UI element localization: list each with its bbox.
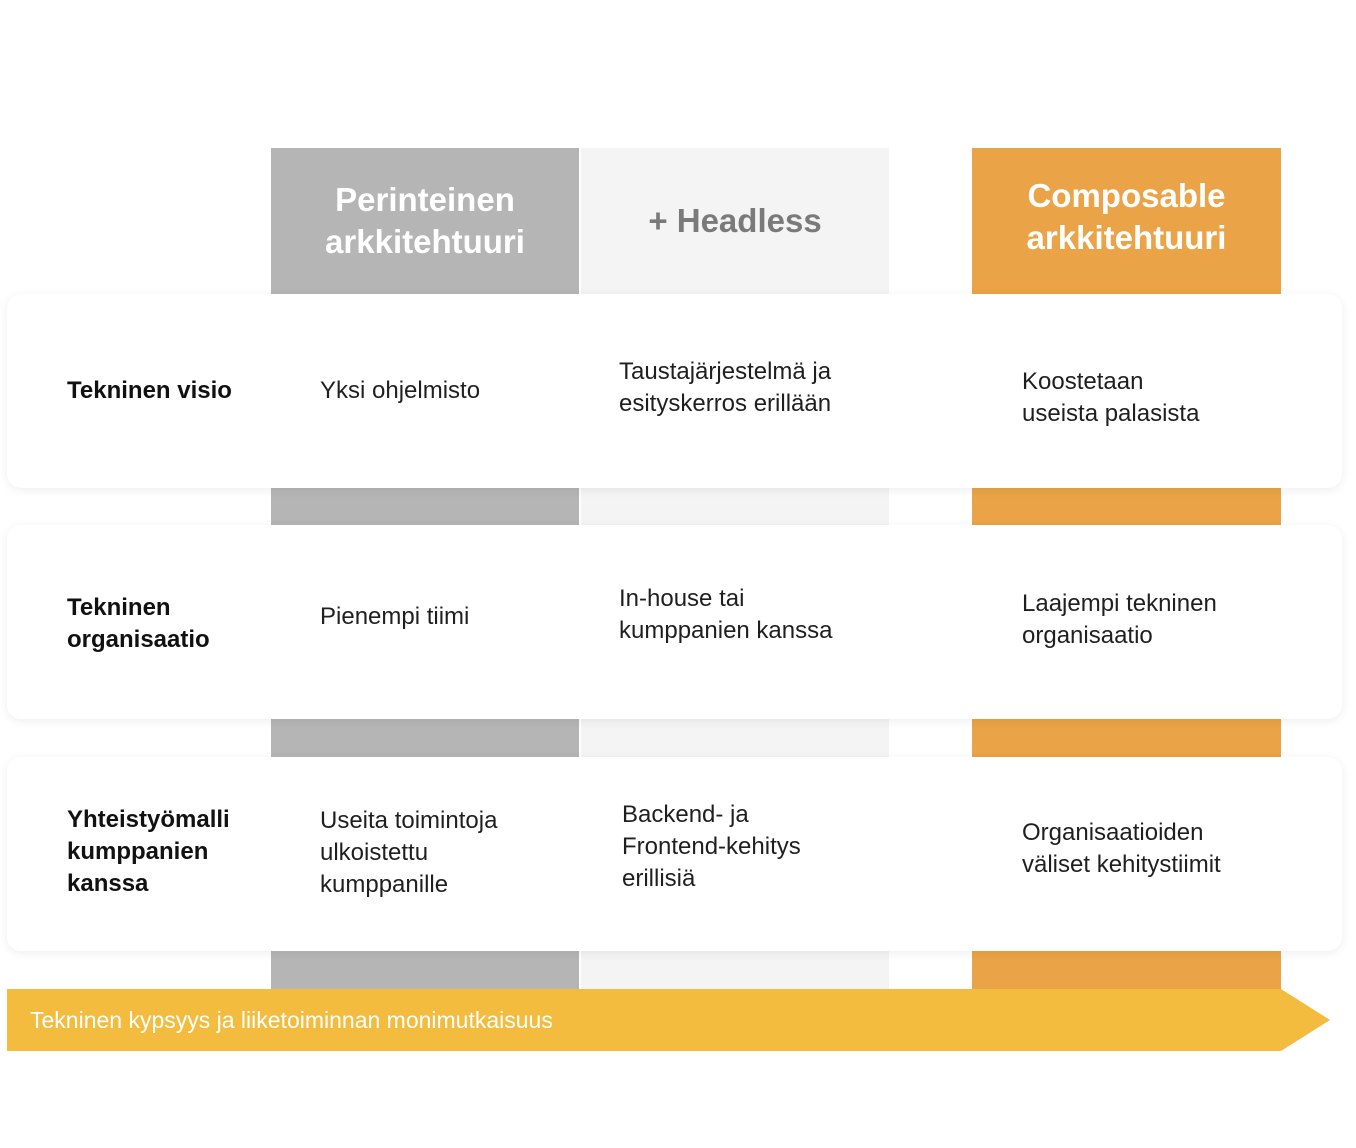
cell-traditional-text: Useita toimintoja ulkoistettu kumppanille xyxy=(320,807,498,898)
row-label xyxy=(67,294,267,488)
cell-composable xyxy=(1022,525,1302,719)
cell-traditional-text: Yksi ohjelmisto xyxy=(320,377,481,404)
row-label-text: Tekninen organisaatio xyxy=(67,594,210,653)
row-label xyxy=(67,525,267,719)
cell-composable xyxy=(1022,294,1302,488)
cell-composable-text: Laajempi tekninen organisaatio xyxy=(1022,590,1217,649)
row-label-text: Yhteistyömalli kumppanien kanssa xyxy=(67,806,230,897)
maturity-arrow-label: Tekninen kypsyys ja liiketoiminnan monimutkaisuus xyxy=(30,1006,553,1033)
column-header-headless xyxy=(581,148,889,294)
row-label-text: Tekninen visio xyxy=(67,377,232,404)
cell-headless xyxy=(619,525,889,719)
cell-traditional xyxy=(320,757,560,951)
row-label xyxy=(67,757,267,951)
comparison-row-partnership xyxy=(7,757,1342,951)
comparison-row-vision xyxy=(7,294,1342,488)
column-header-headless-text: + Headless xyxy=(648,202,822,239)
column-header-traditional xyxy=(271,148,579,294)
cell-headless-text: In-house tai kumppanien kanssa xyxy=(619,585,833,644)
cell-headless xyxy=(622,757,892,951)
cell-headless-text: Taustajärjestelmä ja esityskerros erillään xyxy=(619,358,832,417)
column-header-traditional-text: Perinteinen arkkitehtuuri xyxy=(325,181,525,260)
cell-composable-text: Organisaatioiden väliset kehitystiimit xyxy=(1022,819,1221,878)
cell-traditional xyxy=(320,525,560,719)
cell-traditional-text: Pienempi tiimi xyxy=(320,603,470,630)
cell-traditional xyxy=(320,294,560,488)
column-header-composable xyxy=(972,148,1281,294)
cell-composable xyxy=(1022,757,1302,951)
column-header-composable-text: Composable arkkitehtuuri xyxy=(1026,177,1227,256)
comparison-row-organisation xyxy=(7,525,1342,719)
cell-composable-text: Koostetaan useista palasista xyxy=(1022,368,1200,427)
cell-headless xyxy=(619,294,889,488)
cell-headless-text: Backend- ja Frontend-kehitys erillisiä xyxy=(622,801,801,892)
